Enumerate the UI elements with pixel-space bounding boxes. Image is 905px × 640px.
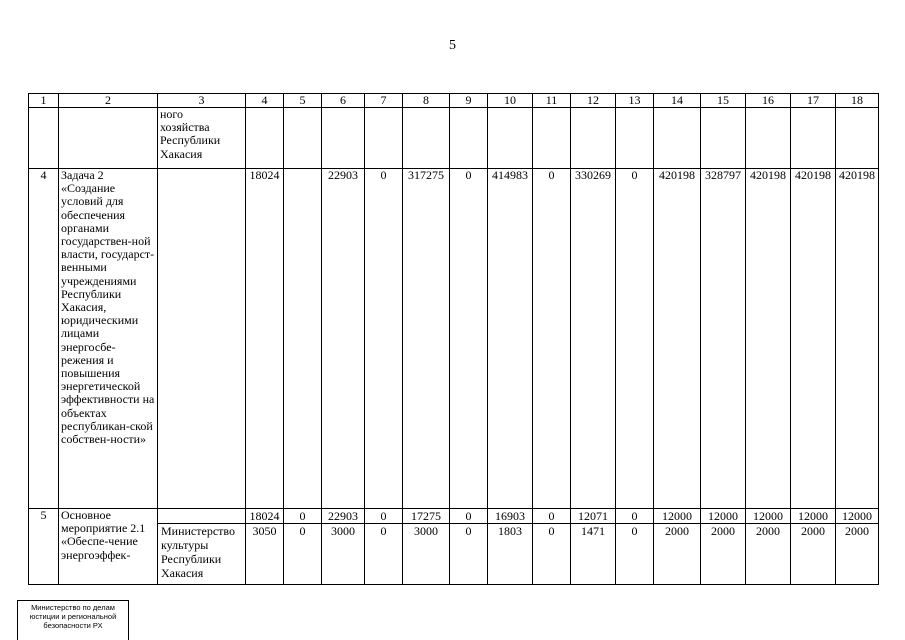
row-number: 4 bbox=[29, 169, 59, 509]
task-name: Задача 2 «Создание условий для обеспечения органами государствен-ной власти, государст-венными учреждениями Республики Хакасия, юридическими лицами энергосбе-режения и повышения энергетической эффективности на объектах республикан-ской собствен-ности» bbox=[59, 169, 158, 509]
executor-value: 2000 bbox=[801, 524, 825, 538]
executor-value: 0 bbox=[465, 524, 472, 538]
value-cell: 18024 bbox=[246, 169, 284, 509]
value-cell: 414983 bbox=[488, 169, 533, 509]
value-split-cell bbox=[488, 509, 533, 585]
executor-value: 1471 bbox=[581, 524, 605, 538]
value-cell: 0 bbox=[365, 169, 403, 509]
value-cell: 22903 bbox=[322, 169, 365, 509]
value-split-cell bbox=[616, 509, 654, 585]
header-cell: 18 bbox=[836, 94, 879, 108]
value-cell: 0 bbox=[450, 169, 488, 509]
executor-value: 2000 bbox=[845, 524, 869, 538]
executor-value: 0 bbox=[631, 524, 638, 538]
registration-stamp bbox=[17, 600, 129, 640]
value-cell: 328797 bbox=[701, 169, 746, 509]
executor-value: 3000 bbox=[331, 524, 355, 538]
executor-cell: ного хозяйства Республики Хакасия bbox=[158, 108, 246, 169]
value-cell: 0 bbox=[616, 169, 654, 509]
total-value: 17275 bbox=[403, 509, 449, 524]
value-cell: 0 bbox=[533, 169, 571, 509]
value-split-cell bbox=[322, 509, 365, 585]
total-value: 12071 bbox=[571, 509, 615, 524]
stamp-line: юстиции и региональной bbox=[29, 612, 117, 621]
header-row bbox=[29, 94, 879, 108]
table-row-task-2 bbox=[29, 169, 879, 509]
total-value: 22903 bbox=[322, 509, 364, 524]
value-split-cell bbox=[284, 509, 322, 585]
header-cell: 15 bbox=[701, 94, 746, 108]
value-split-cell bbox=[533, 509, 571, 585]
total-value: 12000 bbox=[836, 509, 878, 524]
header-cell: 10 bbox=[488, 94, 533, 108]
cell bbox=[59, 108, 158, 169]
value-cell: 420198 bbox=[791, 169, 836, 509]
header-cell: 1 bbox=[29, 94, 59, 108]
total-value: 16903 bbox=[488, 509, 532, 524]
header-cell: 6 bbox=[322, 94, 365, 108]
value-split-cell bbox=[450, 509, 488, 585]
value-split-cell bbox=[365, 509, 403, 585]
executor-value: 0 bbox=[380, 524, 387, 538]
executor-value: 1803 bbox=[498, 524, 522, 538]
value-cell: 330269 bbox=[571, 169, 616, 509]
total-value: 0 bbox=[533, 509, 570, 524]
value-split-cell bbox=[836, 509, 879, 585]
value-split-cell bbox=[403, 509, 450, 585]
executor-split-cell bbox=[158, 509, 246, 585]
budget-table bbox=[28, 93, 879, 585]
header-cell: 11 bbox=[533, 94, 571, 108]
total-value: 12000 bbox=[701, 509, 745, 524]
value-split-cell bbox=[571, 509, 616, 585]
table-row-continued bbox=[29, 108, 879, 169]
executor-value: 2000 bbox=[665, 524, 689, 538]
header-cell: 3 bbox=[158, 94, 246, 108]
value-split-cell bbox=[654, 509, 701, 585]
cell bbox=[29, 108, 59, 169]
header-cell: 4 bbox=[246, 94, 284, 108]
header-cell: 14 bbox=[654, 94, 701, 108]
blank-subcell bbox=[158, 509, 245, 524]
executor-value: 0 bbox=[548, 524, 555, 538]
value-cell: 317275 bbox=[403, 169, 450, 509]
total-value: 0 bbox=[284, 509, 321, 524]
page-number: 5 bbox=[449, 38, 456, 53]
header-cell: 13 bbox=[616, 94, 654, 108]
stamp-line: Министерство по делам bbox=[31, 603, 115, 612]
total-value: 18024 bbox=[246, 509, 283, 524]
cell bbox=[158, 169, 246, 509]
value-cell: 420198 bbox=[746, 169, 791, 509]
executor-value: 3000 bbox=[414, 524, 438, 538]
total-value: 12000 bbox=[791, 509, 835, 524]
executor-value: 3050 bbox=[252, 524, 277, 538]
executor-value: 0 bbox=[299, 524, 306, 538]
total-value: 0 bbox=[365, 509, 402, 524]
table-row-measure-2-1 bbox=[29, 509, 879, 585]
row-number: 5 bbox=[29, 509, 59, 585]
value-cell: 420198 bbox=[836, 169, 879, 509]
value-cell bbox=[284, 169, 322, 509]
measure-name: Основное мероприятие 2.1 «Обеспе-чение энергоэффек- bbox=[59, 509, 158, 585]
executor-value: 2000 bbox=[711, 524, 735, 538]
header-cell: 9 bbox=[450, 94, 488, 108]
executor-name: Министерство культуры Республики Хакасия bbox=[161, 524, 235, 580]
total-value: 12000 bbox=[746, 509, 790, 524]
total-value: 0 bbox=[616, 509, 653, 524]
value-split-cell bbox=[246, 509, 284, 585]
total-value: 0 bbox=[450, 509, 487, 524]
executor-value: 2000 bbox=[756, 524, 780, 538]
header-cell: 8 bbox=[403, 94, 450, 108]
header-cell: 5 bbox=[284, 94, 322, 108]
header-cell: 17 bbox=[791, 94, 836, 108]
value-split-cell bbox=[701, 509, 746, 585]
value-cell: 420198 bbox=[654, 169, 701, 509]
value-split-cell bbox=[791, 509, 836, 585]
header-cell: 7 bbox=[365, 94, 403, 108]
header-cell: 16 bbox=[746, 94, 791, 108]
stamp-line: безопасности РХ bbox=[43, 621, 103, 630]
header-cell: 2 bbox=[59, 94, 158, 108]
total-value: 12000 bbox=[654, 509, 700, 524]
header-cell: 12 bbox=[571, 94, 616, 108]
value-split-cell bbox=[746, 509, 791, 585]
